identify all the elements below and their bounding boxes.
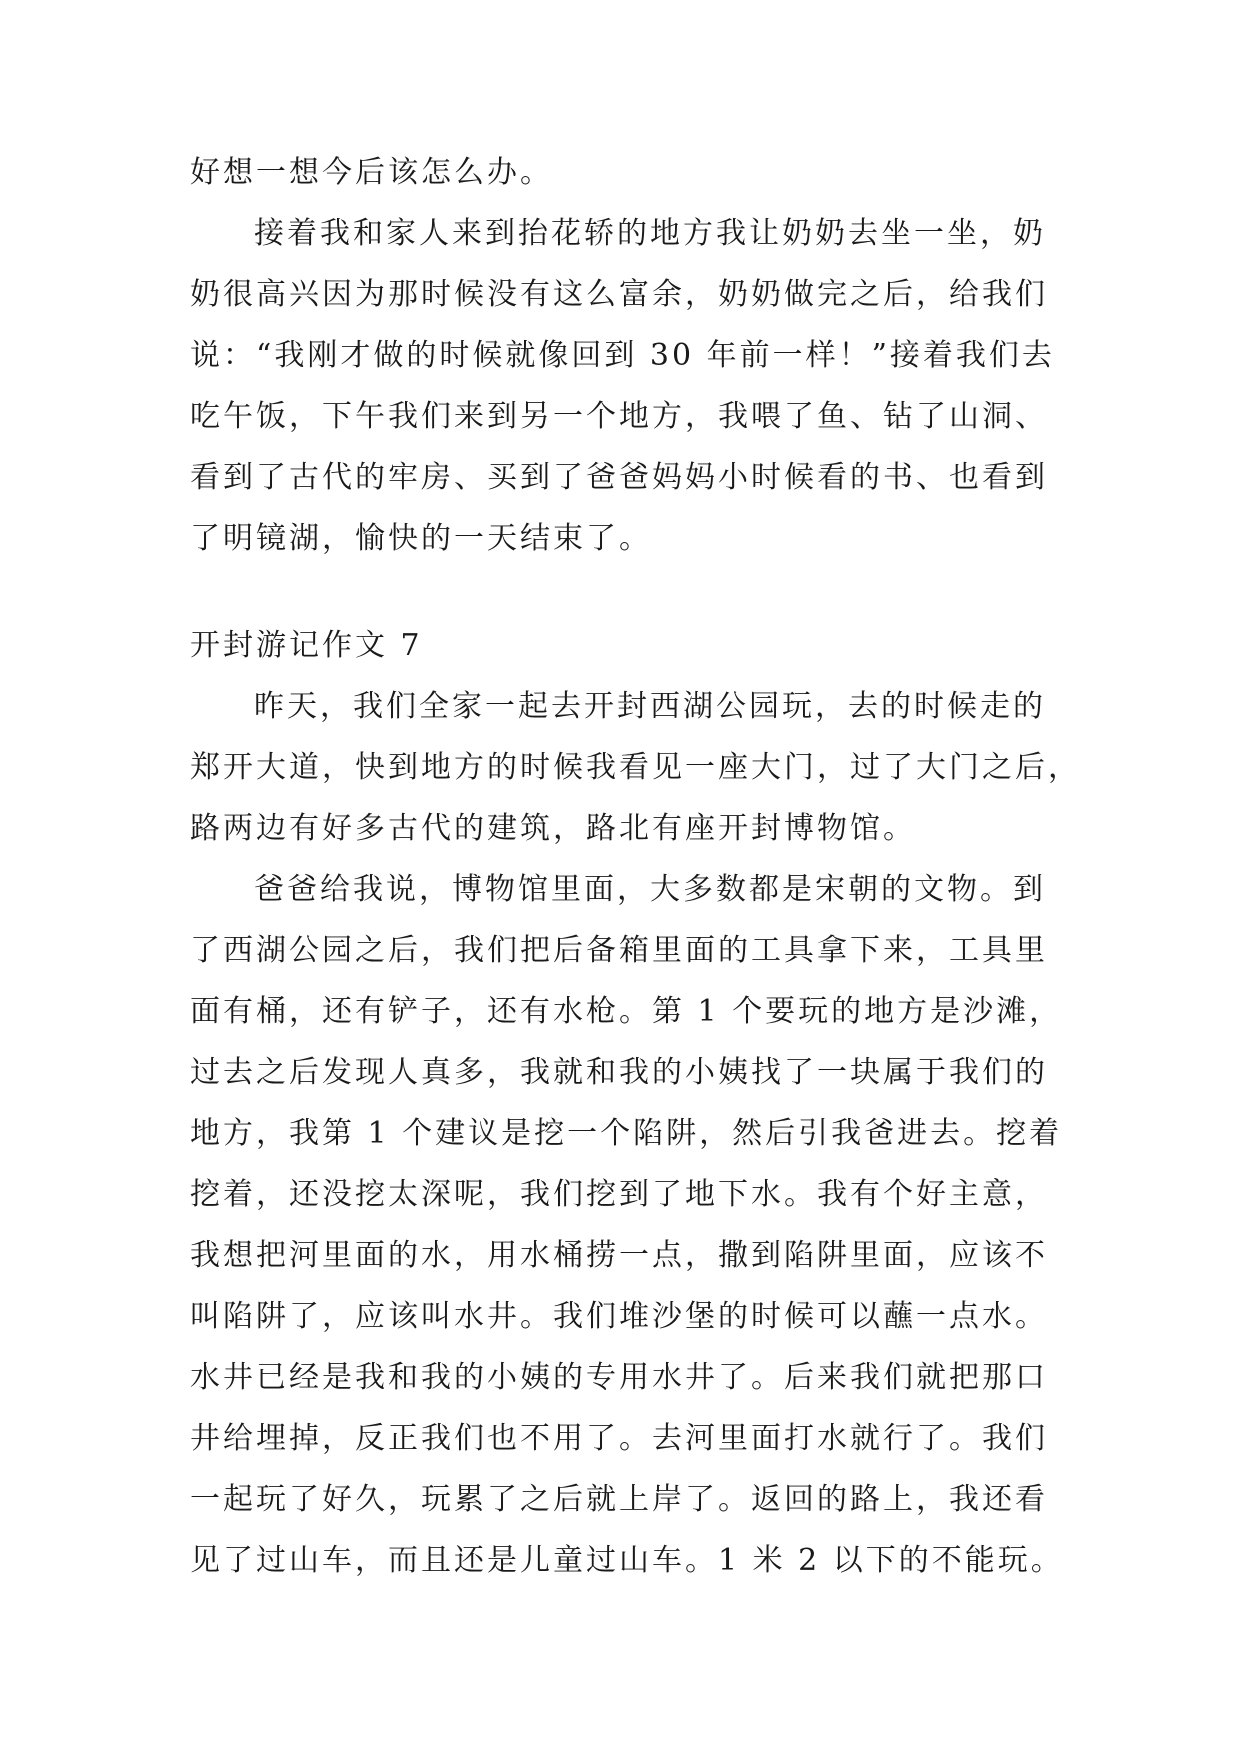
- paragraph-line: 了西湖公园之后，我们把后备箱里面的工具拿下来，工具里: [190, 933, 1048, 968]
- paragraph-line: 昨天，我们全家一起去开封西湖公园玩，去的时候走的: [254, 689, 1046, 724]
- paragraph-line: 奶很高兴因为那时候没有这么富余，奶奶做完之后，给我们: [190, 277, 1048, 312]
- paragraph-line: 好想一想今后该怎么办。: [190, 155, 553, 190]
- paragraph-line: 路两边有好多古代的建筑，路北有座开封博物馆。: [190, 811, 916, 846]
- paragraph-line: 了明镜湖，愉快的一天结束了。: [190, 521, 652, 556]
- paragraph-line: 水井已经是我和我的小姨的专用水井了。后来我们就把那口: [190, 1360, 1048, 1395]
- paragraph-line: 挖着，还没挖太深呢，我们挖到了地下水。我有个好主意，: [190, 1177, 1048, 1212]
- paragraph-line: 叫陷阱了，应该叫水井。我们堆沙堡的时候可以蘸一点水。: [190, 1299, 1048, 1334]
- paragraph-line: 吃午饭，下午我们来到另一个地方，我喂了鱼、钻了山洞、: [190, 399, 1048, 434]
- paragraph-line: 面有桶，还有铲子，还有水枪。第 1 个要玩的地方是沙滩，: [190, 994, 1063, 1029]
- paragraph-line: 看到了古代的牢房、买到了爸爸妈妈小时候看的书、也看到: [190, 460, 1048, 495]
- paragraph-line: 爸爸给我说，博物馆里面，大多数都是宋朝的文物。到: [254, 872, 1046, 907]
- section-title: 开封游记作文 7: [190, 628, 423, 663]
- paragraph-line: 过去之后发现人真多，我就和我的小姨找了一块属于我们的: [190, 1055, 1048, 1090]
- paragraph-line: 井给埋掉，反正我们也不用了。去河里面打水就行了。我们: [190, 1421, 1048, 1456]
- paragraph-line: 说：“我刚才做的时候就像回到 30 年前一样！”接着我们去: [190, 338, 1055, 373]
- paragraph-line: 地方，我第 1 个建议是挖一个陷阱，然后引我爸进去。挖着: [190, 1116, 1063, 1151]
- paragraph-line: 郑开大道，快到地方的时候我看见一座大门，过了大门之后，: [190, 750, 1081, 785]
- paragraph-line: 接着我和家人来到抬花轿的地方我让奶奶去坐一坐，奶: [254, 216, 1046, 251]
- paragraph-line: 我想把河里面的水，用水桶捞一点，撒到陷阱里面，应该不: [190, 1238, 1048, 1273]
- paragraph-line: 一起玩了好久，玩累了之后就上岸了。返回的路上，我还看: [190, 1482, 1048, 1517]
- paragraph-line: 见了过山车，而且还是儿童过山车。1 米 2 以下的不能玩。: [190, 1543, 1064, 1578]
